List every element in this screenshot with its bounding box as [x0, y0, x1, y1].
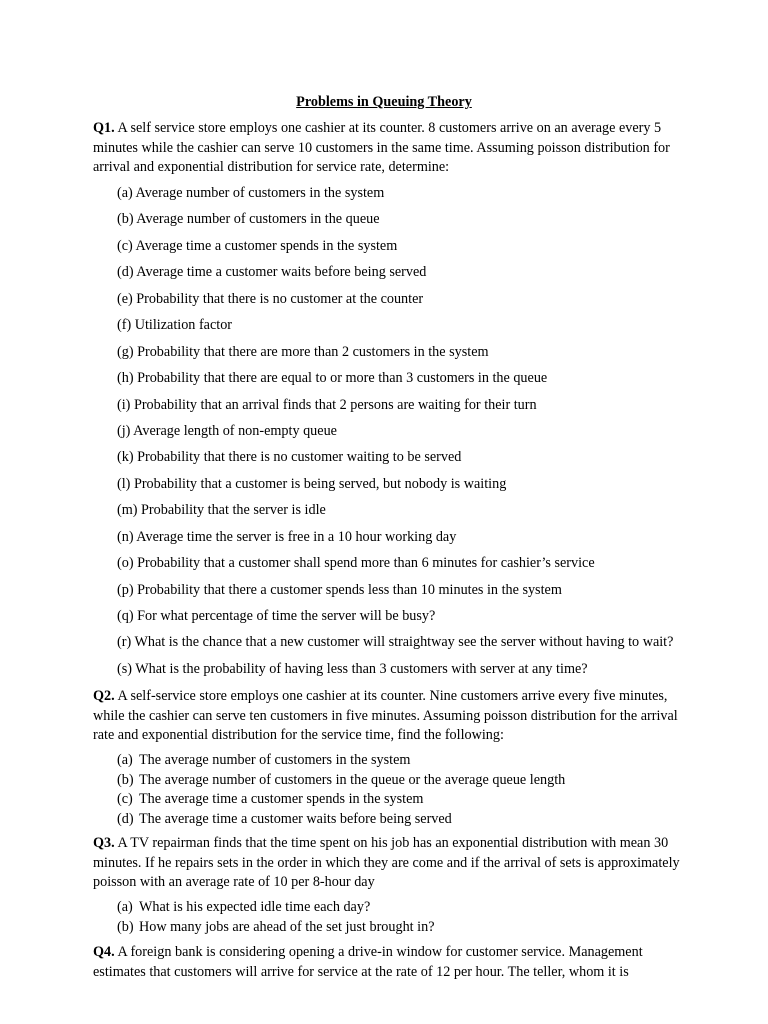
list-item: (l) Probability that a customer is being served, but nobody is waiting	[117, 475, 507, 492]
list-item: (o) Probability that a customer shall spend more than 6 minutes for cashier’s service	[117, 555, 595, 572]
list-item	[117, 918, 717, 938]
question-number: Q3.	[93, 835, 115, 851]
list-item: (d) Average time a customer waits before being served	[117, 264, 427, 281]
item-text: What is his expected idle time each day?	[139, 899, 371, 915]
list-item	[117, 898, 717, 918]
list-item: (e) Probability that there is no customer at the counter	[117, 290, 424, 307]
list-item: (q) For what percentage of time the server will be busy?	[117, 608, 436, 624]
item-label: (c)	[117, 791, 133, 807]
list-item: (j) Average length of non-empty queue	[117, 422, 337, 439]
list-item: (s) What is the probability of having less than 3 customers with server at any time?	[117, 660, 588, 677]
list-item	[117, 810, 717, 830]
item-text: The average number of customers in the queue or the average queue length	[139, 771, 566, 788]
list-item: (p) Probability that there a customer spends less than 10 minutes in the system	[117, 581, 562, 598]
question-number: Q1.	[93, 120, 115, 136]
question-text: A foreign bank is considering opening a drive-in window for customer service. Management estimates that customers will arrive for service at the rate of 12 per hour. The teller, whom it is	[93, 944, 643, 980]
list-item: (g) Probability that there are more than 2 customers in the system	[117, 343, 489, 360]
list-item: (r) What is the chance that a new customer will straightway see the server without having to wait?	[117, 634, 674, 651]
question-2	[93, 687, 693, 746]
item-label: (d)	[117, 810, 134, 827]
list-item: (m) Probability that the server is idle	[117, 502, 326, 519]
question-text: A self service store employs one cashier at its counter. 8 customers arrive on an average every 5 minutes while the cashier can serve 10 customers in the same time. Assuming poisson distribution for arrival and exponential distribution for service rate, determine:	[93, 120, 670, 175]
item-text: The average number of customers in the system	[139, 752, 411, 768]
question-3-subparts	[117, 898, 717, 937]
question-4	[93, 943, 693, 982]
list-item: (n) Average time the server is free in a 10 hour working day	[117, 528, 457, 545]
item-label: (b)	[117, 918, 134, 935]
item-label: (a)	[117, 752, 133, 768]
item-text: The average time a customer spends in the system	[139, 791, 424, 807]
list-item: (f) Utilization factor	[117, 317, 233, 334]
list-item	[117, 771, 717, 791]
question-1-subparts	[117, 184, 717, 686]
page-title: Problems in Queuing Theory	[296, 94, 472, 110]
list-item: (i) Probability that an arrival finds that 2 persons are waiting for their turn	[117, 396, 537, 413]
item-text: How many jobs are ahead of the set just brought in?	[139, 918, 435, 935]
question-number: Q4.	[93, 944, 115, 960]
list-item: (k) Probability that there is no customer waiting to be served	[117, 449, 462, 466]
item-label: (b)	[117, 771, 134, 788]
list-item: (b) Average number of customers in the queue	[117, 211, 380, 228]
question-number: Q2.	[93, 688, 115, 704]
list-item: (c) Average time a customer spends in the system	[117, 237, 398, 254]
list-item	[117, 751, 717, 771]
question-3	[93, 834, 693, 893]
list-item	[117, 790, 717, 810]
question-text: A TV repairman finds that the time spent on his job has an exponential distribution with mean 30 minutes. If he repairs sets in the order in which they are come and if the arrival of sets is approximately poisson with an average rate of 10 per 8-hour day	[93, 835, 680, 890]
question-2-subparts	[117, 751, 717, 829]
list-item: (h) Probability that there are equal to or more than 3 customers in the queue	[117, 370, 548, 387]
item-label: (a)	[117, 899, 133, 915]
question-1	[93, 119, 693, 178]
list-item: (a) Average number of customers in the system	[117, 185, 385, 201]
item-text: The average time a customer waits before being served	[139, 810, 452, 827]
question-text: A self-service store employs one cashier at its counter. Nine customers arrive every five minutes, while the cashier can serve ten customers in five minutes. Assuming poisson distribution for the arrival rate and exponential distribution for the service time, find the following:	[93, 688, 678, 743]
